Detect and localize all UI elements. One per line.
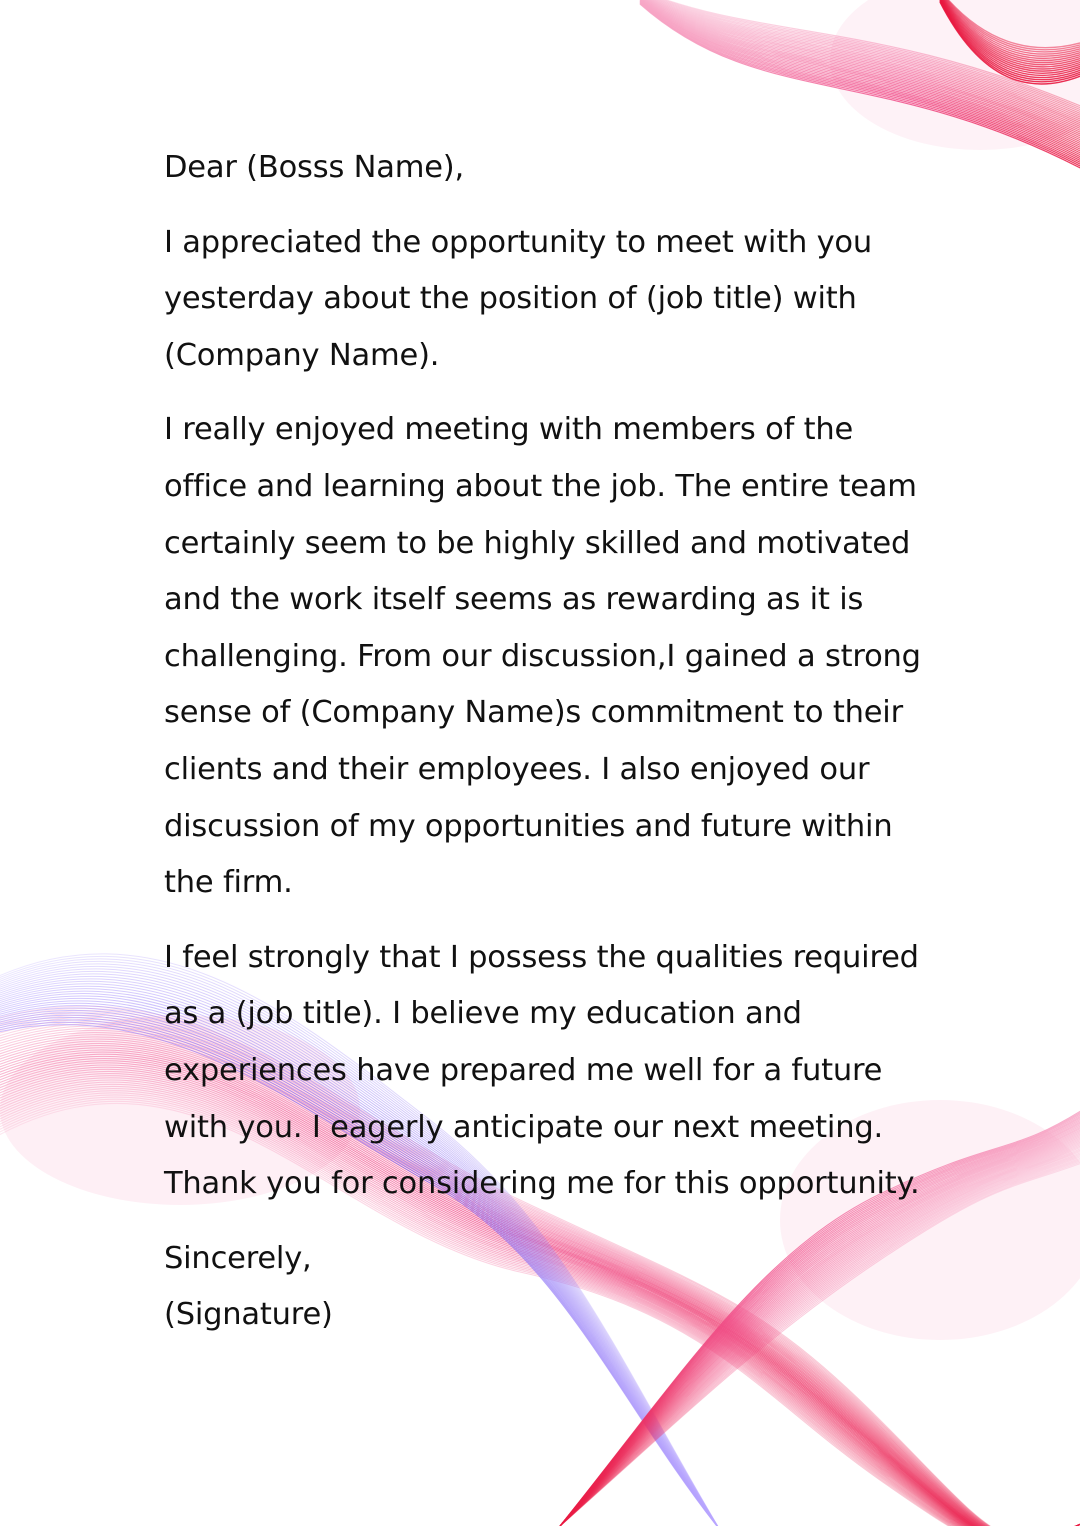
wave-strand <box>640 1 1080 161</box>
paragraph-line: (Company Name). <box>164 337 440 373</box>
wave-strand <box>640 0 1080 127</box>
wave-strand <box>940 2 1080 84</box>
closing: Sincerely, <box>164 1240 312 1276</box>
paragraph-line: office and learning about the job. The entire team <box>164 468 917 504</box>
wave-strand <box>940 0 1080 54</box>
wave-strand <box>940 0 1080 71</box>
wave-strand <box>940 1 1080 80</box>
wave-strand <box>640 0 1080 123</box>
wave-strand <box>640 0 1080 112</box>
wave-strand <box>640 0 1080 110</box>
paragraph-line: sense of (Company Name)s commitment to their <box>164 695 903 731</box>
paragraph-line: discussion of my opportunities and future within <box>164 808 893 844</box>
wave-strand <box>640 0 1080 152</box>
wave-strand <box>940 0 1080 58</box>
letter-body <box>164 140 934 1362</box>
wave-strand <box>640 0 1080 148</box>
wave-strand <box>640 0 1080 118</box>
paragraph-line: as a (job title). I believe my education and <box>164 996 802 1032</box>
wave-strand <box>640 0 1080 144</box>
salutation: Dear (Bosss Name), <box>164 150 465 185</box>
paragraph-line: certainly seem to be highly skilled and motivated <box>164 525 911 561</box>
wave-strand <box>640 0 1080 154</box>
wave-strand <box>940 0 1080 67</box>
wave-strand <box>640 0 1080 121</box>
wave-strand <box>940 0 1080 52</box>
wave-strand <box>640 0 1080 156</box>
wave-strand <box>640 0 1080 114</box>
wave-strand <box>940 0 1080 48</box>
wave-strand <box>940 0 1080 73</box>
paragraph-3 <box>164 930 934 1213</box>
wave-strand <box>640 0 1080 141</box>
wave-strand <box>640 0 1080 133</box>
paragraph-line: Thank you for considering me for this opportunity. <box>164 1166 920 1202</box>
closing-block <box>164 1231 934 1344</box>
wave-strand <box>940 0 1080 50</box>
signature: (Signature) <box>164 1297 333 1333</box>
wave-strand <box>940 0 1080 65</box>
paragraph-2 <box>164 402 934 911</box>
wave-strand <box>940 0 1080 56</box>
wave-strand <box>940 0 1080 69</box>
wave-strand <box>640 0 1080 142</box>
wave-strand <box>940 0 1080 75</box>
wave-strand <box>640 0 1080 125</box>
paragraph-1 <box>164 215 934 385</box>
wave-strand <box>640 0 1080 131</box>
paragraph-line: I really enjoyed meeting with members of the <box>164 412 854 448</box>
paragraph-line: I feel strongly that I possess the qualities required <box>164 939 919 975</box>
wave-strand <box>640 0 1080 139</box>
paragraph-line: clients and their employees. I also enjoyed our <box>164 751 870 787</box>
wave-strand <box>640 0 1080 135</box>
wave-strand <box>640 1 1080 160</box>
wave-strand <box>640 0 1080 116</box>
paragraph-line: with you. I eagerly anticipate our next meeting. <box>164 1109 883 1145</box>
paragraph-line: experiences have prepared me well for a future <box>164 1052 883 1088</box>
paragraph-line: the firm. <box>164 865 293 901</box>
wave-strand <box>940 1 1080 82</box>
wave-strand <box>640 0 1080 146</box>
paragraph-line: challenging. From our discussion,I gained a strong <box>164 638 921 674</box>
wave-strand <box>940 0 1080 78</box>
wave-strand <box>940 0 1080 60</box>
wave-glow <box>830 0 1080 150</box>
wave-strand <box>640 0 1080 150</box>
paragraph-line: I appreciated the opportunity to meet with you <box>164 224 873 260</box>
paragraph-line: yesterday about the position of (job title) with <box>164 281 857 317</box>
wave-strand <box>940 0 1080 63</box>
paragraph-line: and the work itself seems as rewarding as it is <box>164 582 864 618</box>
wave-strand <box>640 0 1080 120</box>
wave-strand <box>640 0 1080 137</box>
wave-strand <box>640 0 1080 129</box>
wave-strand <box>640 1 1080 158</box>
